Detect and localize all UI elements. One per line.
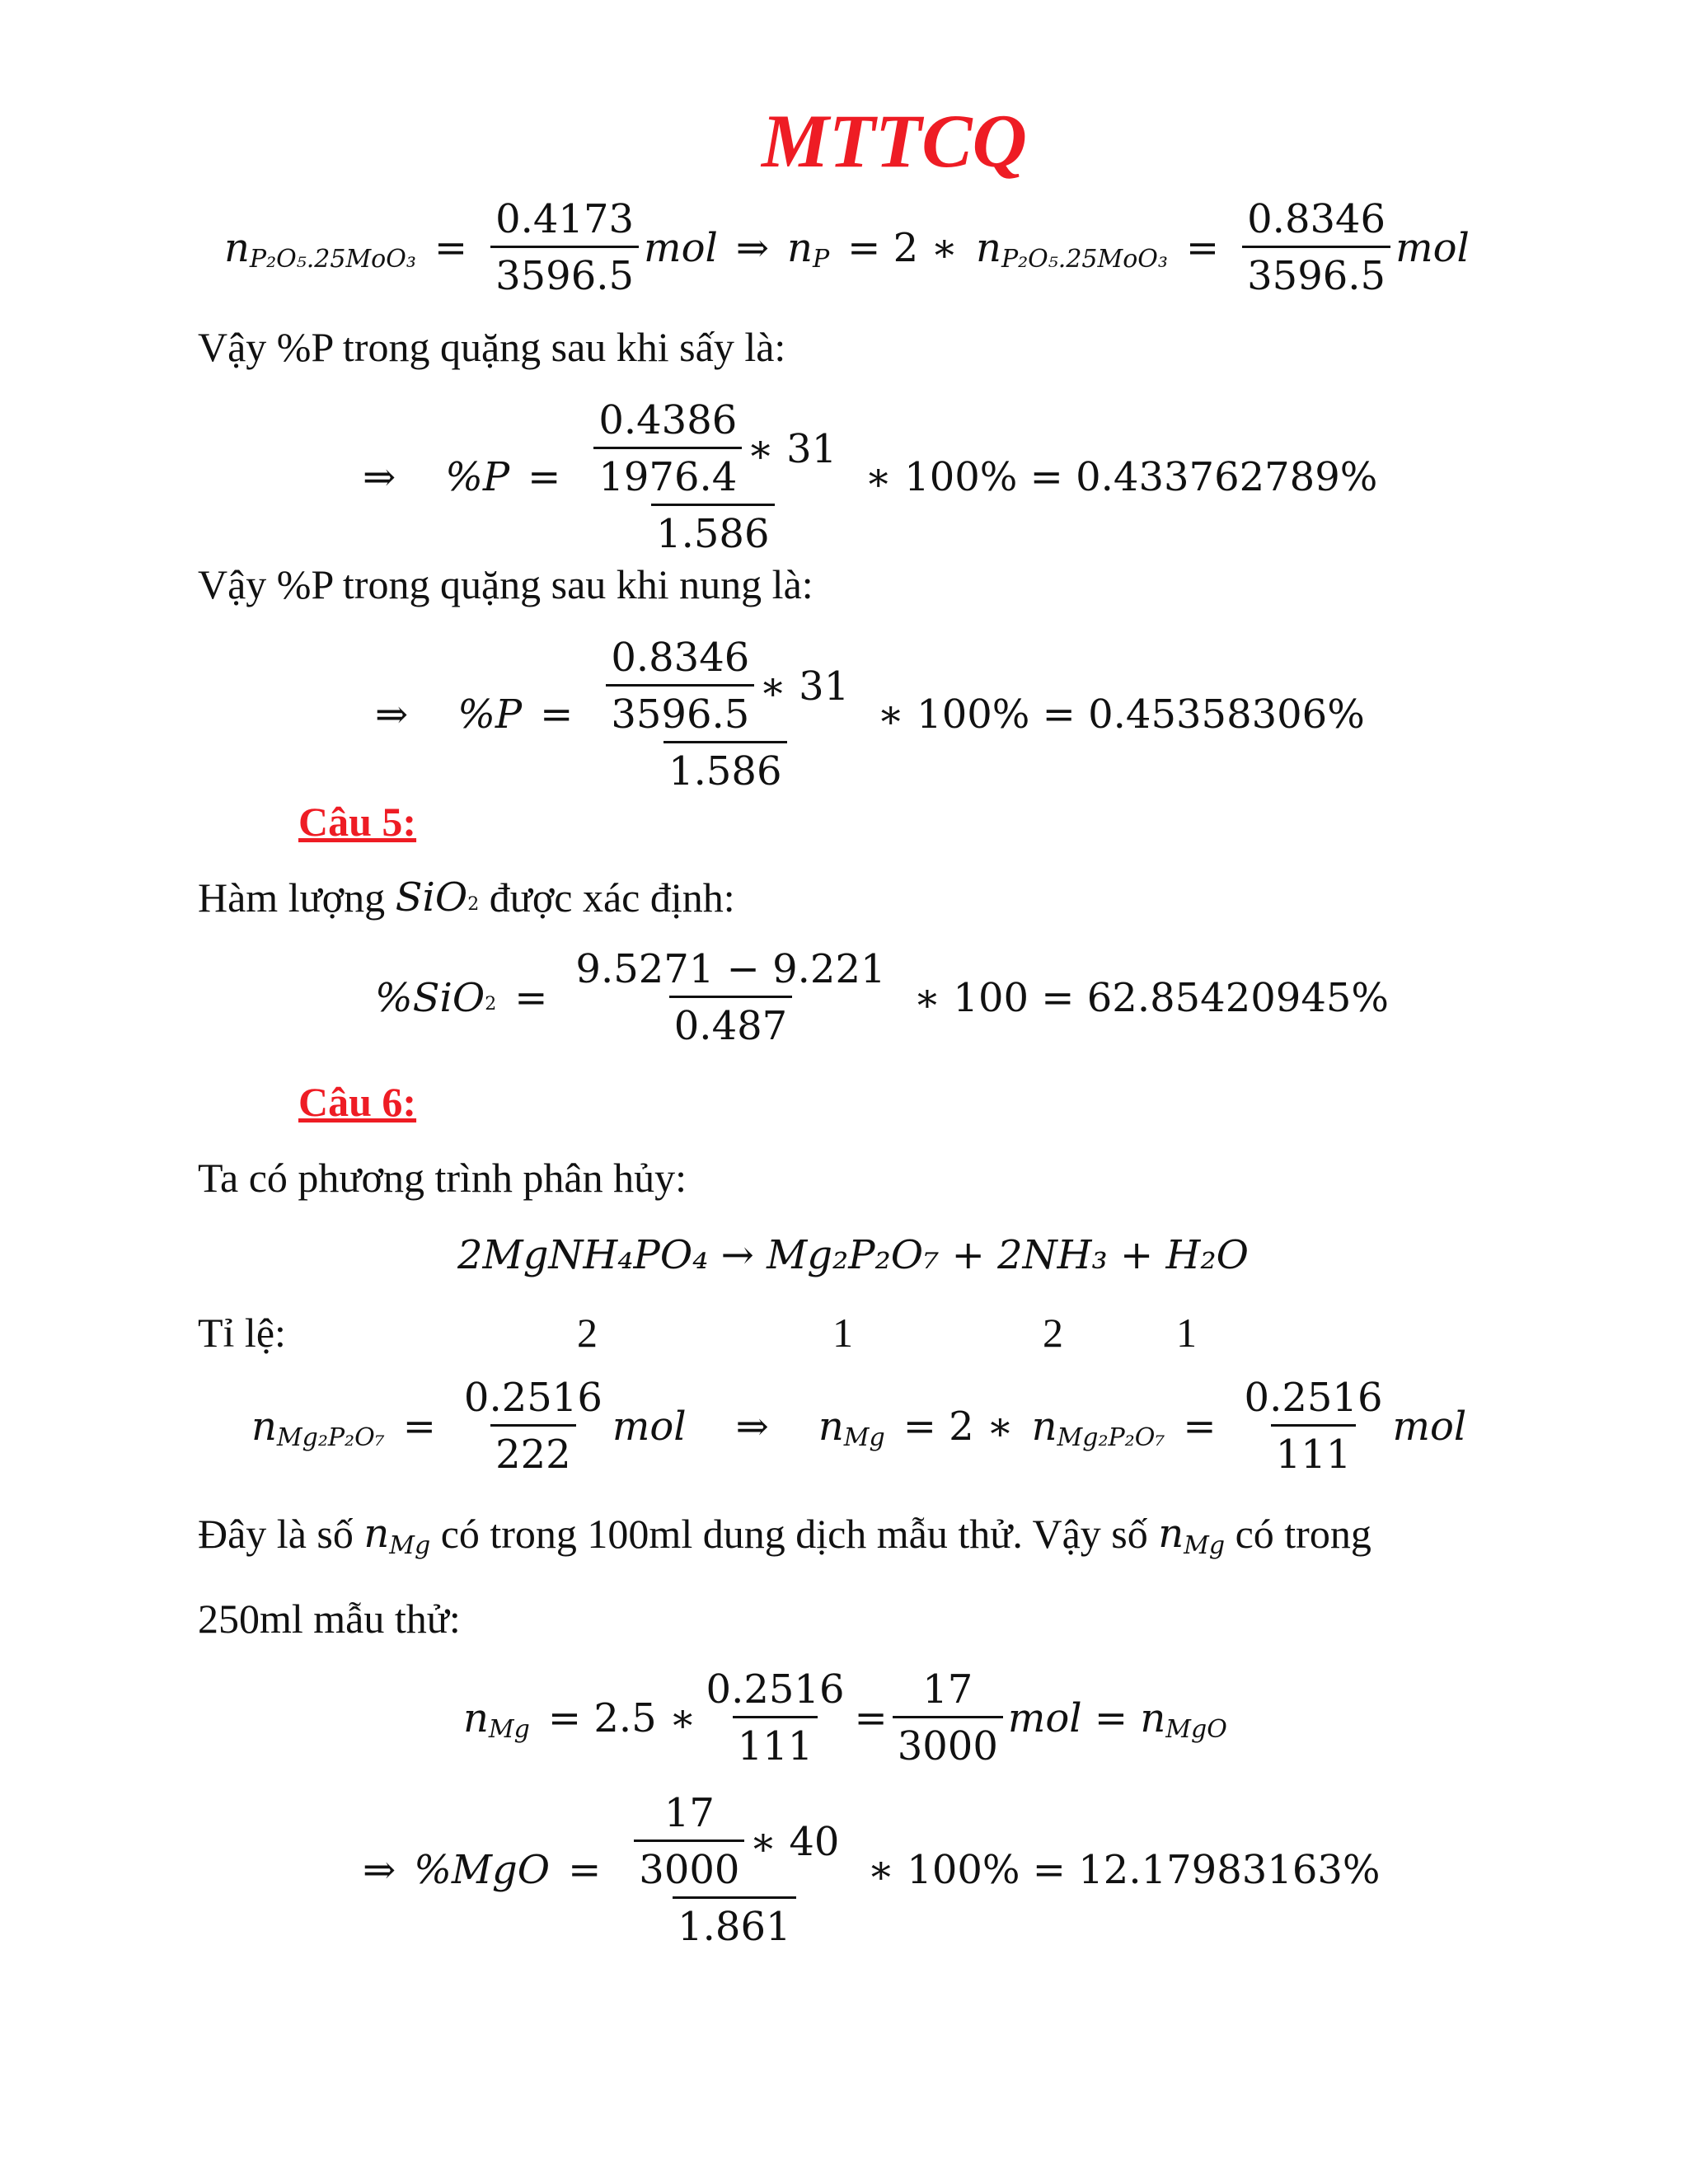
- paragraph: [198, 874, 735, 921]
- fraction: [490, 196, 639, 299]
- operator: ∗ 40: [749, 1818, 840, 1865]
- fraction: [459, 1375, 607, 1478]
- equation-percent-sio2: [375, 946, 1389, 1049]
- paragraph: Ta có phương trình phân hủy:: [198, 1155, 687, 1201]
- section-heading: Câu 6:: [298, 1079, 417, 1125]
- equation-percent-mgo: [363, 1790, 1381, 1950]
- denominator: 111: [733, 1716, 818, 1769]
- fraction: [893, 1666, 1003, 1769]
- text: Hàm lượng: [198, 874, 386, 921]
- equation-n-mg2p2o7: [251, 1375, 1466, 1478]
- denominator: 1.861: [673, 1896, 795, 1950]
- denominator: 0.487: [669, 996, 792, 1049]
- subscript: 2: [485, 994, 497, 1015]
- paragraph: 250ml mẫu thử:: [198, 1596, 461, 1642]
- paragraph: [198, 1510, 1372, 1558]
- equation-percent-p-calcined: [375, 635, 1365, 794]
- denominator: 111: [1271, 1424, 1357, 1478]
- implies-arrow: ⇒: [375, 691, 409, 738]
- equals: =: [514, 974, 548, 1021]
- subscript: Mg₂P₂O₇: [1057, 1423, 1165, 1452]
- equals: =: [528, 454, 561, 500]
- reaction-equation: 2MgNH₄PO₄ → Mg₂P₂O₇ + 2NH₃ + H₂O: [457, 1232, 1249, 1278]
- denominator: 1.586: [651, 504, 774, 557]
- numerator: 0.2516: [706, 1666, 845, 1713]
- formula: SiO: [395, 874, 468, 921]
- equals: =: [434, 224, 468, 271]
- denominator: 3596.5: [1242, 246, 1390, 299]
- subscript: P₂O₅.25MoO₃: [249, 245, 416, 274]
- operator: = 2 ∗: [903, 1403, 1014, 1450]
- numerator: 9.5271 − 9.221: [575, 946, 886, 992]
- subscript: Mg: [389, 1530, 431, 1560]
- implies-arrow: ⇒: [363, 454, 396, 500]
- var-n: n: [251, 1403, 277, 1450]
- operator: ∗ 31: [747, 425, 837, 472]
- var-n: n: [463, 1694, 489, 1741]
- result: ∗ 100% = 0.45358306%: [877, 691, 1365, 738]
- denominator: 3596.5: [606, 684, 754, 738]
- subscript: Mg₂P₂O₇: [276, 1423, 385, 1452]
- equals: =: [854, 1694, 888, 1741]
- numerator: 17: [663, 1790, 715, 1836]
- unit-tail: mol = n: [1007, 1694, 1166, 1741]
- implies-arrow: ⇒: [363, 1847, 396, 1893]
- fraction: [624, 1790, 844, 1950]
- numerator: 17: [922, 1666, 973, 1713]
- subscript: Mg: [843, 1423, 885, 1452]
- equation-n-mg: [463, 1666, 1227, 1769]
- denominator: 3596.5: [490, 246, 639, 299]
- fraction: [606, 635, 754, 738]
- var-n: n: [224, 224, 250, 271]
- var-n: n: [976, 224, 1001, 271]
- text: có trong 100ml dung dịch mẫu thử. Vậy số: [440, 1511, 1148, 1557]
- operator: = 2 ∗: [847, 224, 959, 271]
- equals: =: [402, 1403, 436, 1450]
- numerator: [596, 635, 854, 741]
- unit-mol: mol: [644, 224, 718, 271]
- numerator: 0.2516: [463, 1375, 603, 1421]
- var-n: n: [787, 224, 813, 271]
- lhs: %P: [445, 454, 510, 500]
- equation-percent-p-dry: [363, 397, 1377, 557]
- subscript: P: [812, 245, 830, 274]
- operator: = 2.5 ∗: [547, 1694, 696, 1741]
- section-heading: Câu 5:: [298, 799, 417, 845]
- operator: ∗ 31: [759, 663, 850, 710]
- ratio-value: 2: [577, 1310, 598, 1356]
- lhs: %P: [457, 691, 523, 738]
- subscript: P₂O₅.25MoO₃: [1001, 245, 1168, 274]
- subscript: MgO: [1165, 1715, 1227, 1744]
- fraction: [596, 635, 854, 794]
- equals: =: [540, 691, 574, 738]
- result: ∗ 100% = 0.433762789%: [865, 454, 1378, 500]
- fraction: [1242, 196, 1390, 299]
- equation-n-p2o5: [224, 196, 1470, 299]
- equals: =: [1185, 224, 1220, 271]
- equals: =: [1183, 1403, 1217, 1450]
- paragraph: Vậy %P trong quặng sau khi sấy là:: [198, 324, 786, 370]
- ratio-value: 1: [832, 1310, 853, 1356]
- fraction: [1240, 1375, 1388, 1478]
- implies-arrow: ⇒: [735, 224, 770, 271]
- var-n: n: [1158, 1511, 1184, 1557]
- text: Đây là số: [198, 1511, 354, 1557]
- subscript: Mg: [1184, 1530, 1226, 1560]
- page-title: MTTCQ: [762, 99, 1027, 183]
- equals: =: [568, 1847, 602, 1893]
- fraction: [701, 1666, 850, 1769]
- ratio-value: 1: [1176, 1310, 1197, 1356]
- lhs: %MgO: [414, 1847, 551, 1893]
- implies-arrow: ⇒: [735, 1403, 769, 1450]
- fraction: [634, 1790, 744, 1893]
- subscript: 2: [467, 893, 480, 915]
- denominator: 3000: [893, 1716, 1003, 1769]
- numerator: 0.8346: [611, 635, 750, 681]
- numerator: 0.4386: [598, 397, 738, 443]
- numerator: 0.2516: [1244, 1375, 1383, 1421]
- text: có trong: [1235, 1511, 1372, 1557]
- numerator: [624, 1790, 844, 1896]
- ratio-value: 2: [1043, 1310, 1063, 1356]
- denominator: 3000: [634, 1840, 744, 1893]
- var-n: n: [363, 1511, 390, 1557]
- numerator: [584, 397, 842, 504]
- unit-mol: mol: [1395, 224, 1470, 271]
- subscript: Mg: [488, 1715, 530, 1744]
- denominator: 1.586: [663, 741, 786, 794]
- numerator: 0.8346: [1247, 196, 1386, 242]
- var-n: n: [1031, 1403, 1057, 1450]
- lhs: %SiO: [375, 974, 485, 1021]
- result: ∗ 100 = 62.85420945%: [913, 974, 1390, 1021]
- text: được xác định:: [489, 874, 735, 921]
- fraction: [593, 397, 742, 500]
- result: ∗ 100% = 12.17983163%: [867, 1847, 1381, 1893]
- unit-mol: mol: [612, 1403, 687, 1450]
- fraction: [584, 397, 842, 557]
- unit-mol: mol: [1392, 1403, 1467, 1450]
- var-n: n: [818, 1403, 844, 1450]
- fraction: [570, 946, 890, 1049]
- denominator: 222: [490, 1424, 576, 1478]
- denominator: 1976.4: [593, 447, 742, 500]
- paragraph: Vậy %P trong quặng sau khi nung là:: [198, 561, 814, 607]
- ratio-label: Tỉ lệ:: [198, 1310, 286, 1356]
- numerator: 0.4173: [495, 196, 635, 242]
